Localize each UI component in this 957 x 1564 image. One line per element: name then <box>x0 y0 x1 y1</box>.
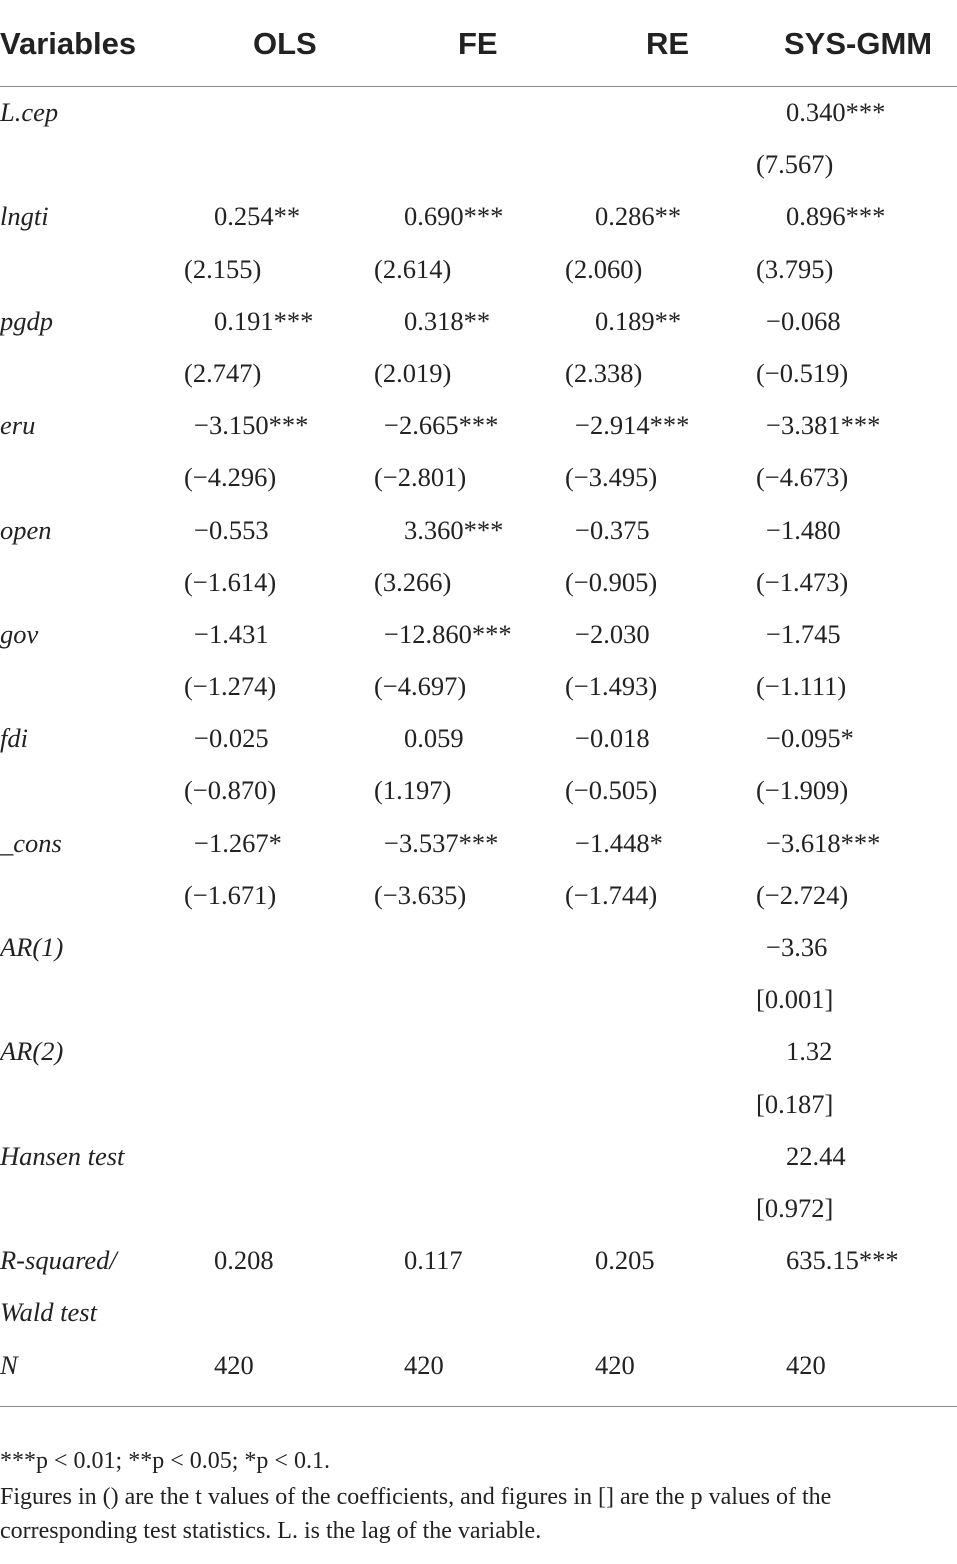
cell-value: 0.690*** <box>404 201 504 232</box>
cell-ols <box>184 86 364 138</box>
cell-value: 1.32 <box>786 1036 833 1067</box>
cell-re <box>565 295 745 347</box>
cell-value: (−1.671) <box>184 879 277 910</box>
cell-ols <box>184 1130 364 1182</box>
cell-fe <box>374 86 554 138</box>
table-row <box>0 1078 957 1130</box>
cell-value: 0.189** <box>595 305 682 336</box>
cell-re <box>565 1025 745 1077</box>
cell-value: (−1.744) <box>565 879 658 910</box>
cell-value: 0.059 <box>404 723 464 754</box>
cell-ols <box>184 504 364 556</box>
cell-re <box>565 869 745 921</box>
cell-value: [0.972] <box>756 1192 834 1223</box>
table-row <box>0 190 957 242</box>
table-bottom-rule <box>0 1406 957 1407</box>
cell-sys-gmm <box>756 764 957 816</box>
cell-ols <box>184 1078 364 1130</box>
table-row <box>0 712 957 764</box>
cell-value: 0.254** <box>214 201 301 232</box>
cell-sys-gmm <box>756 399 957 451</box>
table-row <box>0 660 957 712</box>
cell-re <box>565 1182 745 1234</box>
cell-fe <box>374 1339 554 1391</box>
cell-sys-gmm <box>756 869 957 921</box>
cell-ols <box>184 973 364 1025</box>
cell-sys-gmm <box>756 86 957 138</box>
cell-value: −2.914*** <box>575 410 690 441</box>
cell-value: (−4.697) <box>374 671 467 702</box>
cell-re <box>565 243 745 295</box>
table-row <box>0 921 957 973</box>
cell-fe <box>374 1078 554 1130</box>
cell-ols <box>184 295 364 347</box>
cell-value: 0.896*** <box>786 201 886 232</box>
cell-re <box>565 764 745 816</box>
cell-ols <box>184 1339 364 1391</box>
cell-re <box>565 660 745 712</box>
cell-value: [0.187] <box>756 1088 834 1119</box>
table-row <box>0 608 957 660</box>
header-ols: OLS <box>253 26 317 61</box>
cell-fe <box>374 1286 554 1338</box>
cell-value: 0.318** <box>404 305 491 336</box>
cell-ols <box>184 243 364 295</box>
cell-value: −12.860*** <box>384 618 512 649</box>
cell-ols <box>184 712 364 764</box>
cell-fe <box>374 190 554 242</box>
explanation-note: Figures in () are the t values of the coefficients, and figures in [] are the p values of the corresponding test statistics. L. is the lag of the variable. <box>0 1484 832 1544</box>
cell-value: (3.266) <box>374 566 452 597</box>
cell-sys-gmm <box>756 817 957 869</box>
table-row <box>0 1234 957 1286</box>
cell-re <box>565 86 745 138</box>
cell-ols <box>184 660 364 712</box>
cell-sys-gmm <box>756 504 957 556</box>
row-label: fdi <box>0 723 28 754</box>
row-label: R-squared/ <box>0 1245 117 1276</box>
table-body <box>0 86 957 1391</box>
cell-fe <box>374 347 554 399</box>
cell-fe <box>374 764 554 816</box>
cell-value: (7.567) <box>756 149 834 180</box>
cell-sys-gmm <box>756 243 957 295</box>
cell-sys-gmm <box>756 921 957 973</box>
cell-fe <box>374 295 554 347</box>
row-label: N <box>0 1349 18 1380</box>
row-label: L.cep <box>0 97 59 127</box>
cell-sys-gmm <box>756 190 957 242</box>
cell-value: (−2.724) <box>756 879 849 910</box>
cell-value: −0.025 <box>194 723 269 754</box>
cell-value: 0.205 <box>595 1245 655 1276</box>
cell-sys-gmm <box>756 347 957 399</box>
cell-fe <box>374 973 554 1025</box>
cell-value: −0.068 <box>766 305 841 336</box>
header-re: RE <box>646 26 690 61</box>
cell-sys-gmm <box>756 1182 957 1234</box>
table-row <box>0 1182 957 1234</box>
cell-value: 0.191*** <box>214 305 314 336</box>
table-row <box>0 504 957 556</box>
cell-value: 0.208 <box>214 1245 274 1276</box>
cell-sys-gmm <box>756 608 957 660</box>
cell-sys-gmm <box>756 451 957 503</box>
cell-value: −1.431 <box>194 618 269 649</box>
cell-re <box>565 1286 745 1338</box>
row-label: gov <box>0 618 39 649</box>
cell-re <box>565 1339 745 1391</box>
cell-re <box>565 347 745 399</box>
cell-value: (−4.296) <box>184 462 277 493</box>
table-row <box>0 86 957 138</box>
cell-value: −3.537*** <box>384 827 499 858</box>
cell-re <box>565 921 745 973</box>
cell-fe <box>374 1182 554 1234</box>
cell-ols <box>184 764 364 816</box>
table-row <box>0 817 957 869</box>
cell-sys-gmm <box>756 1234 957 1286</box>
cell-value: (−0.870) <box>184 775 277 806</box>
row-label: pgdp <box>0 305 53 336</box>
table-row <box>0 764 957 816</box>
cell-fe <box>374 712 554 764</box>
cell-value: (−4.673) <box>756 462 849 493</box>
cell-value: −2.665*** <box>384 410 499 441</box>
cell-fe <box>374 451 554 503</box>
cell-fe <box>374 660 554 712</box>
table-row <box>0 869 957 921</box>
cell-value: −0.018 <box>575 723 650 754</box>
header-fe: FE <box>458 26 498 61</box>
cell-sys-gmm <box>756 973 957 1025</box>
row-label: AR(1) <box>0 932 64 962</box>
cell-re <box>565 1078 745 1130</box>
cell-ols <box>184 1286 364 1338</box>
cell-fe <box>374 399 554 451</box>
cell-value: (−1.493) <box>565 671 658 702</box>
cell-re <box>565 1234 745 1286</box>
table-row <box>0 399 957 451</box>
row-label: Wald test <box>0 1297 97 1328</box>
cell-value: (−1.473) <box>756 566 849 597</box>
cell-value: (−0.519) <box>756 357 849 388</box>
cell-value: (3.795) <box>756 253 834 284</box>
cell-re <box>565 973 745 1025</box>
cell-ols <box>184 190 364 242</box>
cell-value: −3.36 <box>766 932 828 962</box>
cell-ols <box>184 1234 364 1286</box>
table-row <box>0 243 957 295</box>
cell-value: (−1.111) <box>756 671 847 702</box>
cell-fe <box>374 869 554 921</box>
cell-ols <box>184 138 364 190</box>
cell-ols <box>184 347 364 399</box>
cell-value: −0.375 <box>575 514 650 545</box>
cell-sys-gmm <box>756 138 957 190</box>
cell-value: 3.360*** <box>404 514 504 545</box>
cell-ols <box>184 869 364 921</box>
cell-value: −3.618*** <box>766 827 881 858</box>
table-row <box>0 556 957 608</box>
cell-re <box>565 190 745 242</box>
cell-sys-gmm <box>756 1286 957 1338</box>
row-label: lngti <box>0 201 49 232</box>
cell-fe <box>374 1130 554 1182</box>
cell-value: (−3.495) <box>565 462 658 493</box>
cell-ols <box>184 1182 364 1234</box>
cell-value: (2.060) <box>565 253 643 284</box>
cell-sys-gmm <box>756 1130 957 1182</box>
cell-value: −1.745 <box>766 618 841 649</box>
cell-value: −3.150*** <box>194 410 309 441</box>
header-sys-gmm: SYS-GMM <box>784 26 933 61</box>
cell-fe <box>374 608 554 660</box>
table-row <box>0 347 957 399</box>
cell-value: (−3.635) <box>374 879 467 910</box>
cell-value: (−0.505) <box>565 775 658 806</box>
cell-sys-gmm <box>756 1025 957 1077</box>
cell-fe <box>374 556 554 608</box>
cell-value: −2.030 <box>575 618 650 649</box>
cell-value: 0.286** <box>595 201 682 232</box>
cell-fe <box>374 243 554 295</box>
cell-re <box>565 817 745 869</box>
table-row <box>0 451 957 503</box>
cell-ols <box>184 817 364 869</box>
table-notes <box>0 1444 957 1548</box>
row-label: open <box>0 514 52 545</box>
cell-value: (2.747) <box>184 357 262 388</box>
cell-re <box>565 504 745 556</box>
cell-value: 420 <box>214 1349 254 1380</box>
cell-value: (−1.274) <box>184 671 277 702</box>
table-row <box>0 1339 957 1391</box>
cell-ols <box>184 1025 364 1077</box>
row-label: AR(2) <box>0 1036 64 1067</box>
cell-value: (−1.614) <box>184 566 277 597</box>
table-row <box>0 1130 957 1182</box>
cell-fe <box>374 1025 554 1077</box>
table-row <box>0 1025 957 1077</box>
cell-value: (2.338) <box>565 357 643 388</box>
cell-ols <box>184 399 364 451</box>
cell-ols <box>184 608 364 660</box>
cell-sys-gmm <box>756 1078 957 1130</box>
cell-re <box>565 451 745 503</box>
cell-sys-gmm <box>756 712 957 764</box>
significance-note: ***p < 0.01; **p < 0.05; *p < 0.1. <box>0 1448 330 1474</box>
cell-value: −1.480 <box>766 514 841 545</box>
cell-value: (−1.909) <box>756 775 849 806</box>
cell-value: 420 <box>595 1349 635 1380</box>
table-row <box>0 295 957 347</box>
cell-sys-gmm <box>756 1339 957 1391</box>
cell-value: 0.340*** <box>786 97 886 127</box>
cell-fe <box>374 504 554 556</box>
cell-value: (2.155) <box>184 253 262 284</box>
table-row <box>0 1286 957 1338</box>
cell-re <box>565 399 745 451</box>
row-label: eru <box>0 410 36 441</box>
cell-value: −3.381*** <box>766 410 881 441</box>
cell-value: 420 <box>786 1349 826 1380</box>
cell-value: (−2.801) <box>374 462 467 493</box>
cell-value: [0.001] <box>756 984 834 1015</box>
cell-value: −1.448* <box>575 827 663 858</box>
cell-ols <box>184 556 364 608</box>
cell-fe <box>374 1234 554 1286</box>
cell-re <box>565 556 745 608</box>
cell-re <box>565 1130 745 1182</box>
cell-value: (2.019) <box>374 357 452 388</box>
cell-value: 420 <box>404 1349 444 1380</box>
cell-value: (2.614) <box>374 253 452 284</box>
cell-value: 0.117 <box>404 1245 463 1276</box>
cell-re <box>565 712 745 764</box>
cell-re <box>565 138 745 190</box>
cell-value: (−0.905) <box>565 566 658 597</box>
cell-value: 22.44 <box>786 1140 846 1171</box>
cell-fe <box>374 138 554 190</box>
table-header-row <box>0 0 957 87</box>
cell-sys-gmm <box>756 660 957 712</box>
table-row <box>0 138 957 190</box>
cell-re <box>565 608 745 660</box>
cell-value: −0.095* <box>766 723 854 754</box>
cell-value: −1.267* <box>194 827 282 858</box>
cell-value: (1.197) <box>374 775 452 806</box>
row-label: _cons <box>0 827 62 858</box>
cell-sys-gmm <box>756 295 957 347</box>
table-row <box>0 973 957 1025</box>
cell-value: −0.553 <box>194 514 269 545</box>
cell-value: 635.15*** <box>786 1245 899 1276</box>
cell-fe <box>374 921 554 973</box>
cell-fe <box>374 817 554 869</box>
header-variables: Variables <box>0 26 137 61</box>
cell-ols <box>184 921 364 973</box>
cell-sys-gmm <box>756 556 957 608</box>
row-label: Hansen test <box>0 1140 125 1171</box>
cell-ols <box>184 451 364 503</box>
